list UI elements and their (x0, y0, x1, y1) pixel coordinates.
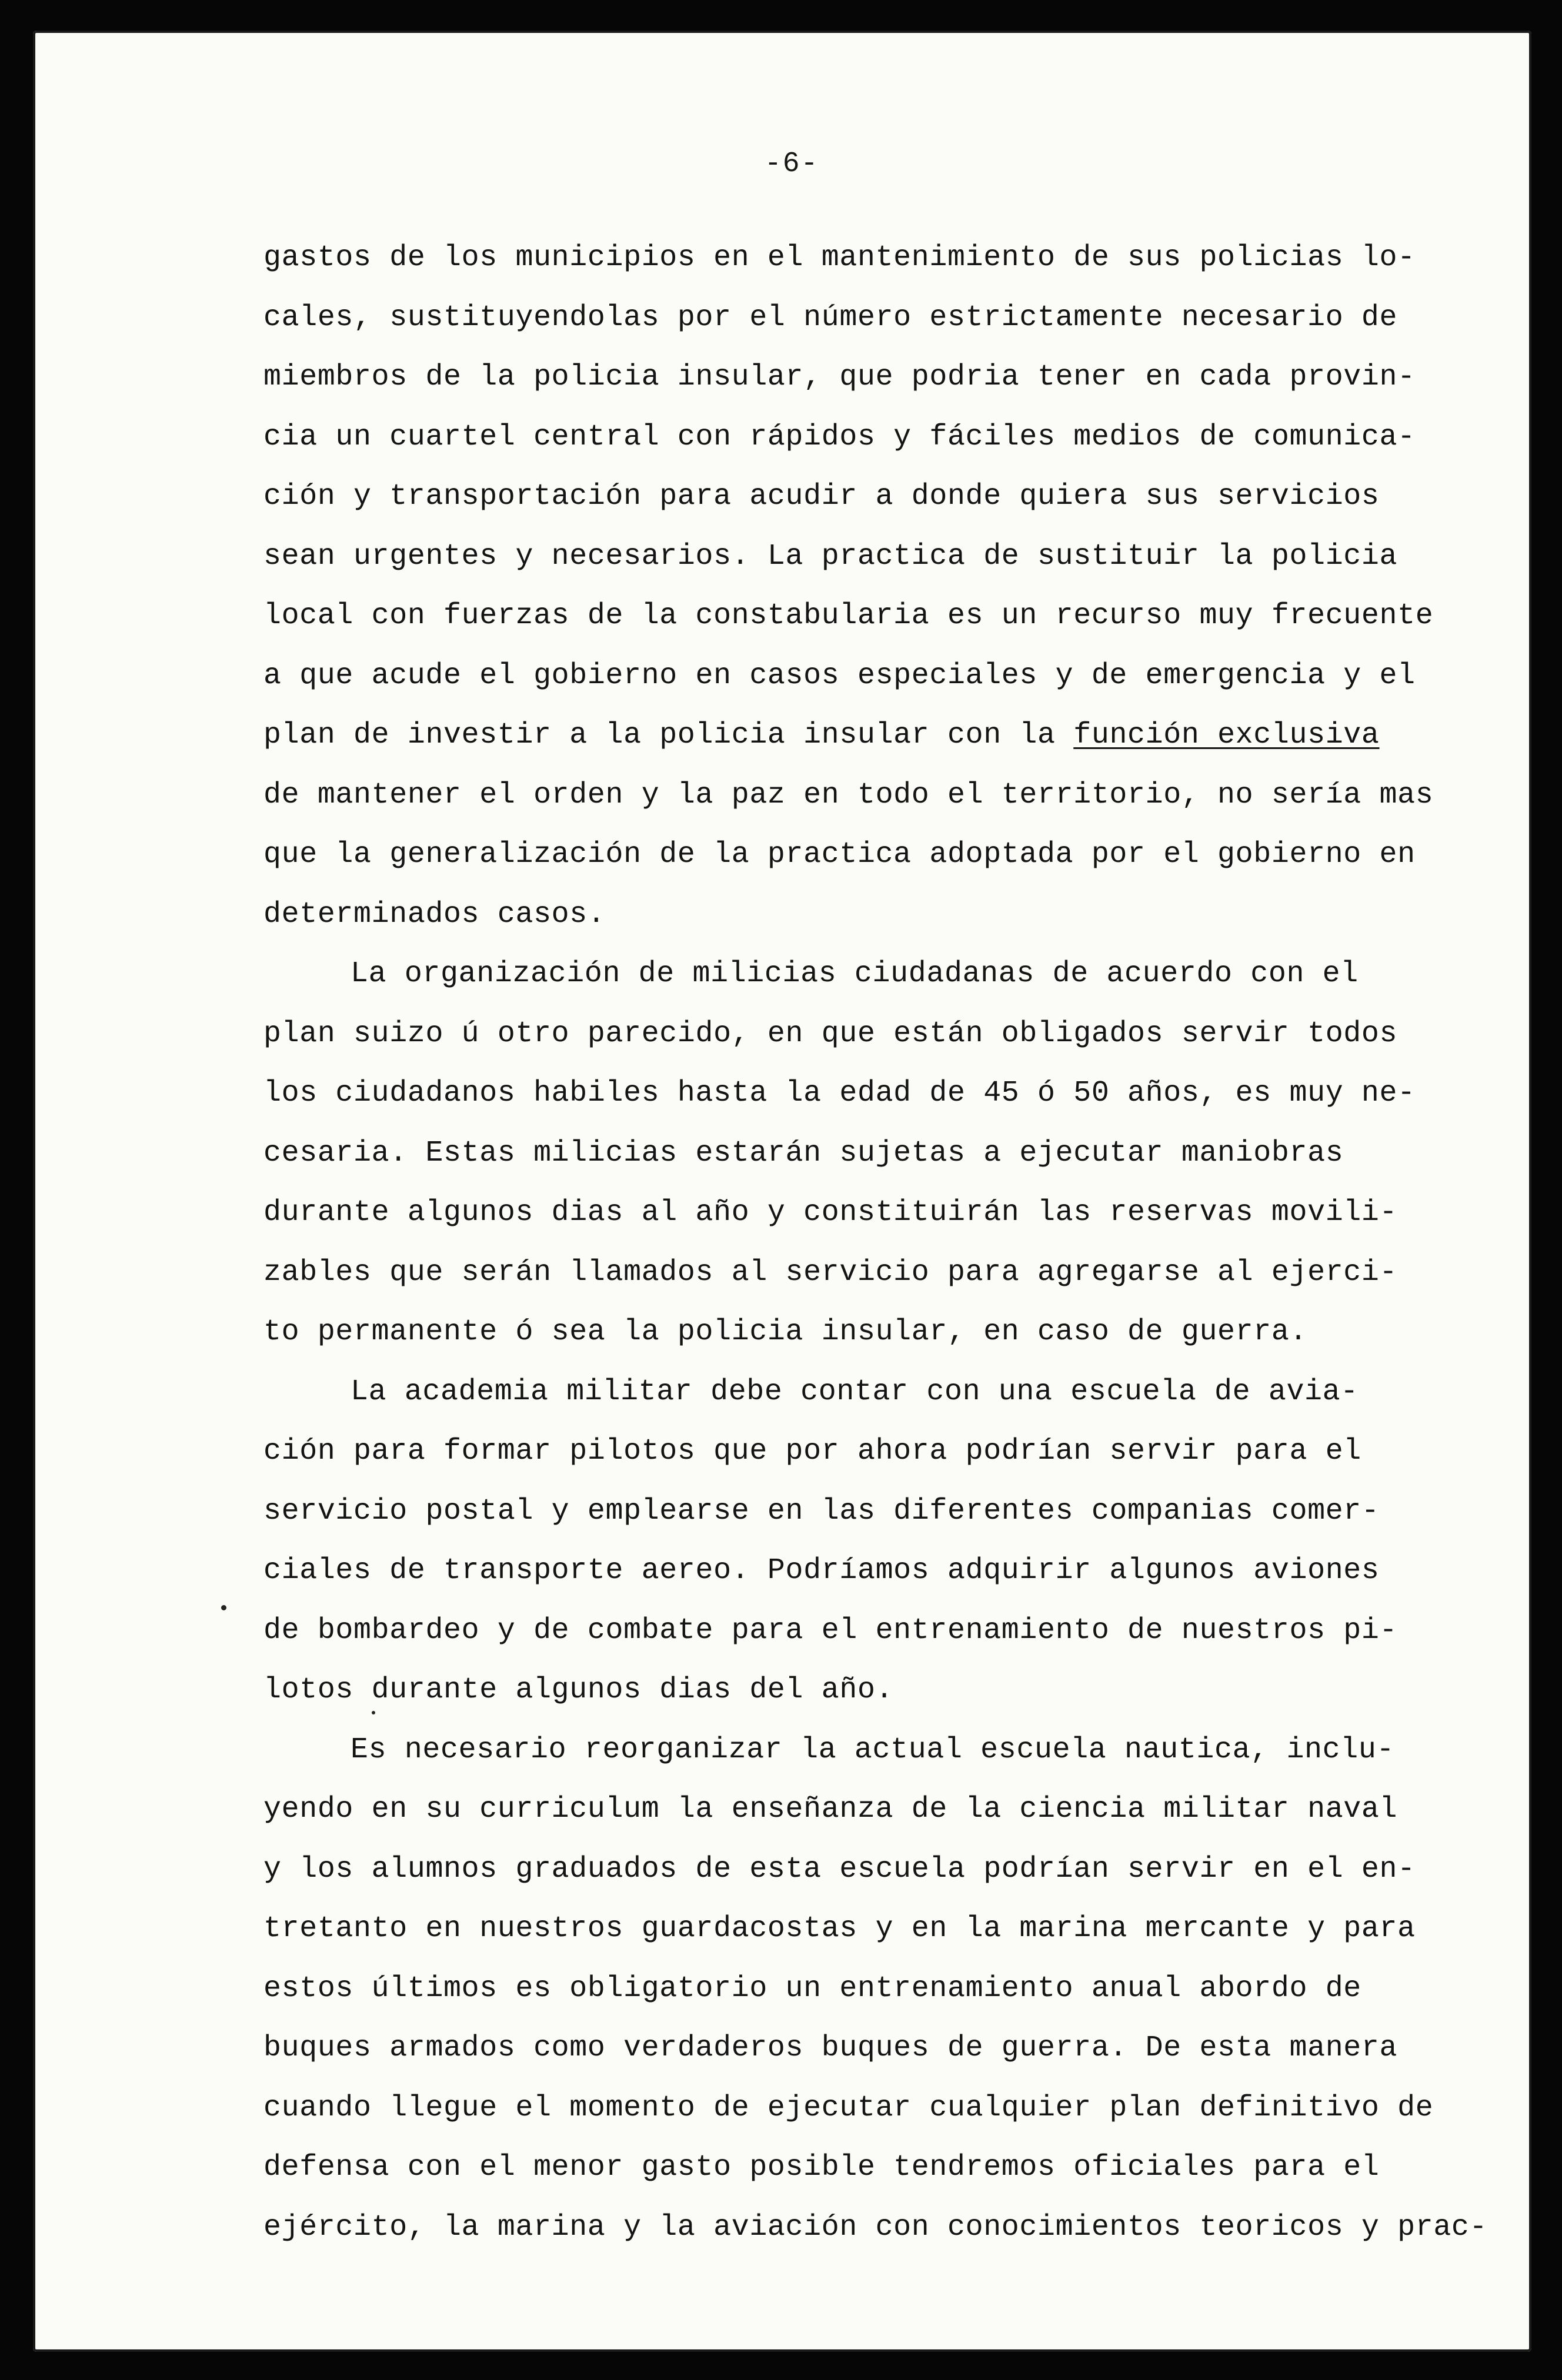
text-line: defensa con el menor gasto posible tendremos oficiales para el (263, 2151, 1380, 2184)
text-line: determinados casos. (263, 897, 606, 931)
document-body (263, 228, 1487, 2257)
text-line: cuando llegue el momento de ejecutar cualquier plan definitivo de (263, 2091, 1434, 2125)
text-line: buques armados como verdaderos buques de guerra. De esta manera (263, 2031, 1398, 2065)
text-line: que la generalización de la practica adoptada por el gobierno en (263, 838, 1416, 871)
text-line: de bombardeo y de combate para el entrenamiento de nuestros pi- (263, 1613, 1398, 1647)
text-line: estos últimos es obligatorio un entrenamiento anual abordo de (263, 1971, 1361, 2005)
underlined-phrase: función exclusiva (1073, 718, 1380, 752)
text-line: tretanto en nuestros guardacostas y en la marina mercante y para (263, 1912, 1416, 1946)
paragraph-first-line: La academia militar debe contar con una escuela de avia- (351, 1375, 1359, 1409)
text-line: to permanente ó sea la policia insular, en caso de guerra. (263, 1315, 1308, 1349)
text-line: yendo en su curriculum la enseñanza de la ciencia militar naval (263, 1793, 1398, 1826)
text-line: durante algunos dias al año y constituirán las reservas movili- (263, 1196, 1398, 1229)
text-line: y los alumnos graduados de esta escuela podrían servir en el en- (263, 1852, 1416, 1886)
text-line: sean urgentes y necesarios. La practica de sustituir la policia (263, 539, 1398, 573)
text-line: cia un cuartel central con rápidos y fáciles medios de comunica- (263, 420, 1416, 454)
text-segment: plan de investir a la policia insular con la (263, 718, 1074, 752)
margin-mark (221, 1605, 226, 1610)
text-line: ejército, la marina y la aviación con conocimientos teoricos y prac- (263, 2210, 1488, 2244)
text-line: ciales de transporte aereo. Podríamos adquirir algunos aviones (263, 1554, 1380, 1587)
paragraph-first-line: La organización de milicias ciudadanas de acuerdo con el (351, 957, 1359, 991)
text-line: a que acude el gobierno en casos especiales y de emergencia y el (263, 658, 1416, 693)
text-line: cales, sustituyendolas por el número estrictamente necesario de (263, 300, 1398, 335)
text-line: zables que serán llamados al servicio para agregarse al ejerci- (263, 1255, 1398, 1289)
paragraph-first-line: Es necesario reorganizar la actual escuela nautica, inclu- (351, 1733, 1395, 1767)
text-line: ción y transportación para acudir a donde quiera sus servicios (263, 480, 1380, 513)
text-line (263, 706, 1487, 766)
text-line: de mantener el orden y la paz en todo el territorio, no sería mas (263, 778, 1434, 812)
text-line: los ciudadanos habiles hasta la edad de 45 ó 50 años, es muy ne- (263, 1077, 1416, 1110)
page-number: -6- (765, 148, 819, 180)
text-line: ción para formar pilotos que por ahora podrían servir para el (263, 1435, 1361, 1468)
text-line: lotos durante algunos dias del año. (263, 1673, 894, 1707)
text-line: gastos de los municipios en el mantenimiento de sus policias lo- (263, 241, 1416, 275)
text-line: cesaria. Estas milicias estarán sujetas a ejecutar maniobras (263, 1136, 1344, 1170)
text-line: local con fuerzas de la constabularia es un recurso muy frecuente (263, 599, 1434, 633)
text-line: plan suizo ú otro parecido, en que están obligados servir todos (263, 1017, 1398, 1051)
text-line: servicio postal y emplearse en las diferentes companias comer- (263, 1494, 1380, 1528)
text-line: miembros de la policia insular, que podria tener en cada provin- (263, 360, 1416, 394)
